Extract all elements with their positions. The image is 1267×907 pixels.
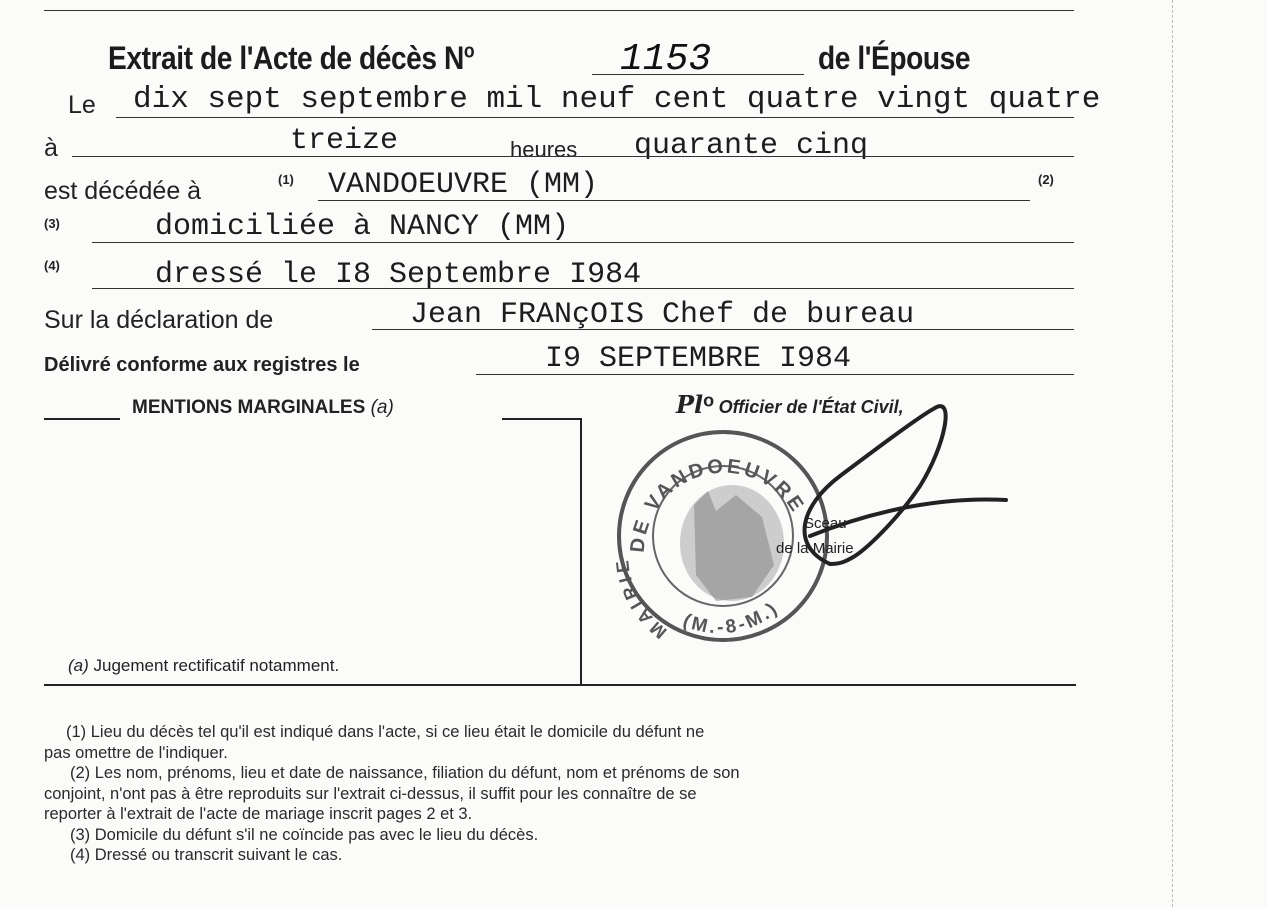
mentions-footnote-text: Jugement rectificatif notamment. — [93, 656, 340, 675]
dresse-line — [92, 288, 1074, 289]
place-value: VANDOEUVRE (MM) — [328, 168, 599, 202]
note-1-line-2: pas omettre de l'indiquer. — [44, 743, 228, 762]
note-1-line-1: (1) Lieu du décès tel qu'il est indiqué dans l'acte, si ce lieu était le domicile du défunt ne — [66, 723, 705, 741]
declaration-value: Jean FRANçOIS Chef de bureau — [410, 298, 915, 332]
mentions-heading-ref: (a) — [370, 397, 394, 418]
svg-text:(M.-8-M.) — [680, 597, 783, 638]
note-2-line-2: conjoint, n'ont pas à être reproduits sur l'extrait ci-dessus, il suffit pour les connaître de se — [44, 784, 697, 803]
title-no-sup: o — [463, 40, 475, 63]
date-value: dix sept septembre mil neuf cent quatre vingt quatre — [133, 82, 1101, 117]
pl-mark: Pl — [676, 390, 704, 419]
number-line — [592, 74, 804, 75]
top-rule — [44, 10, 1074, 11]
place-label: est décédée à — [44, 177, 202, 205]
mentions-heading — [132, 397, 394, 419]
ref-4: (4) — [44, 258, 60, 273]
delivre-value: I9 SEPTEMBRE I984 — [545, 342, 852, 376]
delivre-label: Délivré conforme aux registres le — [44, 354, 360, 376]
heures-label: heures — [510, 137, 578, 162]
hour-line — [72, 156, 1074, 157]
le-label: Le — [68, 91, 96, 119]
seal-caption-1: Sceau — [804, 515, 847, 532]
note-2-line-1: (2) Les nom, prénoms, lieu et date de naissance, filiation du défunt, nom et prénoms de son — [70, 764, 740, 782]
ref-3: (3) — [44, 216, 60, 231]
domicile-line — [92, 242, 1074, 243]
ref-2: (2) — [1038, 172, 1054, 187]
dresse-value: dressé le I8 Septembre I984 — [155, 258, 642, 292]
title-prefix: Extrait de l'Acte de décès N — [108, 40, 464, 76]
seal-top-text: DE VANDOEUVRE — [626, 455, 810, 554]
seal-caption-2: de la Mairie — [776, 540, 854, 557]
right-paper-edge — [1172, 0, 1173, 907]
mentions-footnote — [68, 656, 339, 676]
title-suffix: de l'Épouse — [818, 40, 971, 76]
note-2-line-3: reporter à l'extrait de l'acte de mariage inscrit pages 2 et 3. — [44, 805, 473, 823]
domicile-value: domiciliée à NANCY (MM) — [155, 210, 570, 244]
act-number: 1153 — [620, 38, 712, 81]
a-label: à — [44, 134, 58, 162]
declaration-label: Sur la déclaration de — [44, 306, 274, 334]
footnotes — [44, 722, 1076, 866]
document-title — [108, 40, 474, 77]
pl-sup: o — [703, 390, 715, 411]
mentions-heading-text: MENTIONS MARGINALES — [132, 397, 366, 418]
mentions-divider — [580, 418, 582, 686]
date-line — [116, 117, 1074, 118]
mentions-bottom-rule — [44, 684, 1076, 686]
note-3: (3) Domicile du défunt s'il ne coïncide pas avec le lieu du décès. — [70, 825, 539, 844]
ref-1: (1) — [278, 172, 294, 187]
declaration-line — [372, 329, 1074, 330]
officer-label: Officier de l'État Civil, — [718, 397, 904, 417]
mentions-footnote-ref: (a) — [68, 656, 89, 675]
note-4: (4) Dressé ou transcrit suivant le cas. — [70, 846, 343, 864]
officer-signature — [770, 396, 1020, 576]
seal-bottom-text: (M.-8-M.) — [680, 597, 784, 639]
delivre-line — [476, 374, 1074, 375]
hour-value: treize — [290, 124, 399, 158]
seal-left-text: MAIRIE — [612, 555, 671, 643]
mentions-rule-left — [44, 418, 120, 420]
place-line — [318, 200, 1030, 201]
mentions-rule-right — [502, 418, 582, 420]
minutes-value: quarante cinq — [634, 129, 869, 163]
